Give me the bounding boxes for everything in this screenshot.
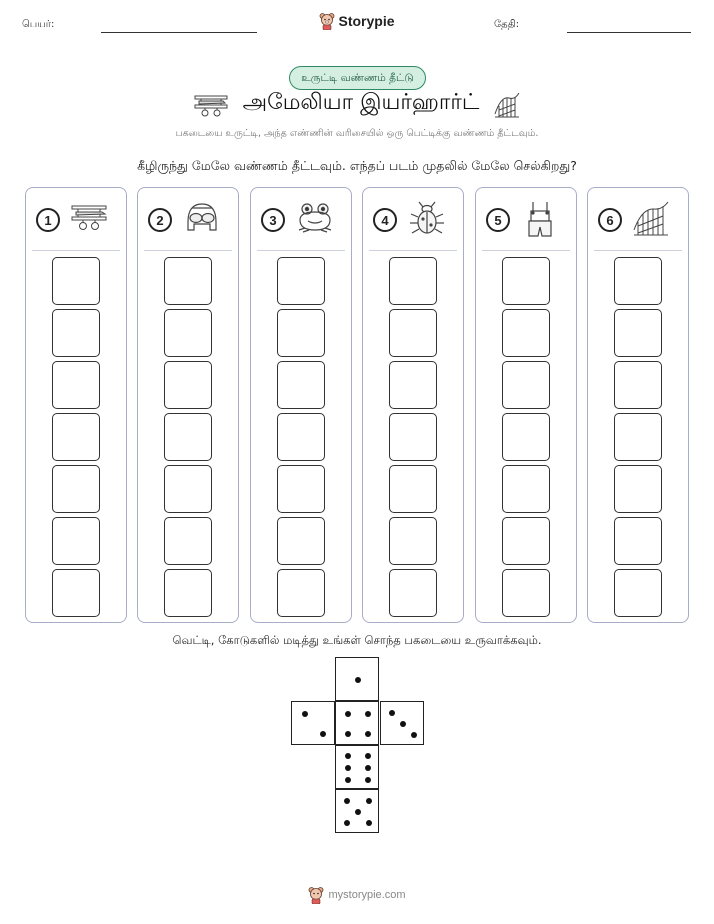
die-pip [400,721,406,727]
color-box[interactable] [614,517,662,565]
die-pip [344,798,350,804]
die-pip [344,820,350,826]
color-box[interactable] [277,309,325,357]
die-pip [389,710,395,716]
race-column-1 [25,187,127,623]
column-divider [482,250,570,251]
color-box[interactable] [502,309,550,357]
brand-name: Storypie [338,13,395,29]
die-pip [365,765,371,771]
die-face-1 [335,657,379,701]
die-pip [345,731,351,737]
column-number: 4 [373,208,397,232]
die-pip [345,753,351,759]
biplane-icon [193,91,229,117]
bear-mascot-icon [319,12,335,30]
footer-url: mystorypie.com [328,889,406,901]
race-column-3 [250,187,352,623]
color-box[interactable] [614,361,662,409]
die-face-6 [335,745,379,789]
frog-icon [295,200,335,242]
column-header [138,188,238,250]
instruction-color: கீழிருந்து மேலே வண்ணம் தீட்டவும். எந்தப் படம் முதலில் மேலே செல்கிறது? [137,158,577,173]
color-box[interactable] [52,413,100,461]
color-box[interactable] [277,413,325,461]
color-box[interactable] [389,569,437,617]
color-box[interactable] [164,361,212,409]
column-header [251,188,351,250]
race-column-5 [475,187,577,623]
race-column-2 [137,187,239,623]
column-number: 2 [148,208,172,232]
color-box[interactable] [52,309,100,357]
color-box[interactable] [502,257,550,305]
die-face-5 [335,789,379,833]
color-box[interactable] [164,465,212,513]
column-divider [32,250,120,251]
bear-mascot-icon [308,886,324,904]
die-pip [355,809,361,815]
column-number: 3 [261,208,285,232]
name-label: பெயர்: [22,19,55,30]
color-box[interactable] [389,465,437,513]
color-box[interactable] [389,413,437,461]
color-box[interactable] [502,465,550,513]
color-box[interactable] [614,309,662,357]
name-field[interactable] [101,32,257,33]
die-pip [365,777,371,783]
color-box[interactable] [502,413,550,461]
column-header [588,188,688,250]
race-column-4 [362,187,464,623]
column-header [363,188,463,250]
column-divider [594,250,682,251]
date-field[interactable] [567,32,691,33]
color-box[interactable] [614,465,662,513]
color-box[interactable] [502,569,550,617]
column-divider [369,250,457,251]
color-box[interactable] [164,569,212,617]
color-box[interactable] [502,361,550,409]
footer [0,886,714,904]
color-box[interactable] [277,361,325,409]
die-face-4 [335,701,379,745]
title-row [0,90,714,118]
color-box[interactable] [52,569,100,617]
color-box[interactable] [164,257,212,305]
color-box[interactable] [389,517,437,565]
color-box[interactable] [52,465,100,513]
column-number: 1 [36,208,60,232]
column-number: 5 [486,208,510,232]
die-pip [345,711,351,717]
die-pip [366,820,372,826]
die-pip [320,731,326,737]
color-box[interactable] [614,413,662,461]
die-pip [366,798,372,804]
page-title: அமேலியா இயர்ஹார்ட் [242,90,480,115]
brand-logo [0,12,714,30]
die-pip [411,732,417,738]
race-column-6 [587,187,689,623]
instruction-make-die: வெட்டி, கோடுகளில் மடித்து உங்கள் சொந்த பகடையை உருவாக்கவும். [172,633,542,647]
die-pip [345,777,351,783]
color-box[interactable] [614,569,662,617]
overalls-icon [520,200,560,242]
color-box[interactable] [52,257,100,305]
die-pip [365,711,371,717]
die-face-3 [380,701,424,745]
aviator-helmet-icon [182,200,222,242]
color-box[interactable] [614,257,662,305]
color-box[interactable] [164,413,212,461]
instruction-roll: பகடையை உருட்டி, அந்த எண்ணின் வரிசையில் ஒரு பெட்டிக்கு வண்ணம் தீட்டவும். [175,128,539,139]
die-face-2 [291,701,335,745]
activity-type-pill: உருட்டி வண்ணம் தீட்டு [289,66,426,90]
color-box[interactable] [389,361,437,409]
color-box[interactable] [389,309,437,357]
column-divider [257,250,345,251]
color-box[interactable] [164,309,212,357]
date-label: தேதி: [494,19,520,30]
die-pip [355,677,361,683]
die-pip [365,753,371,759]
die-pip [365,731,371,737]
biplane-icon [70,200,110,242]
color-box[interactable] [389,257,437,305]
column-header [26,188,126,250]
roller-coaster-icon [493,90,521,118]
beetle-icon [407,200,447,242]
color-box[interactable] [502,517,550,565]
color-box[interactable] [164,517,212,565]
color-box[interactable] [277,257,325,305]
color-box[interactable] [277,517,325,565]
column-header [476,188,576,250]
roller-coaster-icon [632,200,672,242]
column-number: 6 [598,208,622,232]
color-box[interactable] [52,517,100,565]
column-divider [144,250,232,251]
die-pip [345,765,351,771]
color-box[interactable] [52,361,100,409]
color-box[interactable] [277,465,325,513]
color-box[interactable] [277,569,325,617]
die-pip [302,711,308,717]
